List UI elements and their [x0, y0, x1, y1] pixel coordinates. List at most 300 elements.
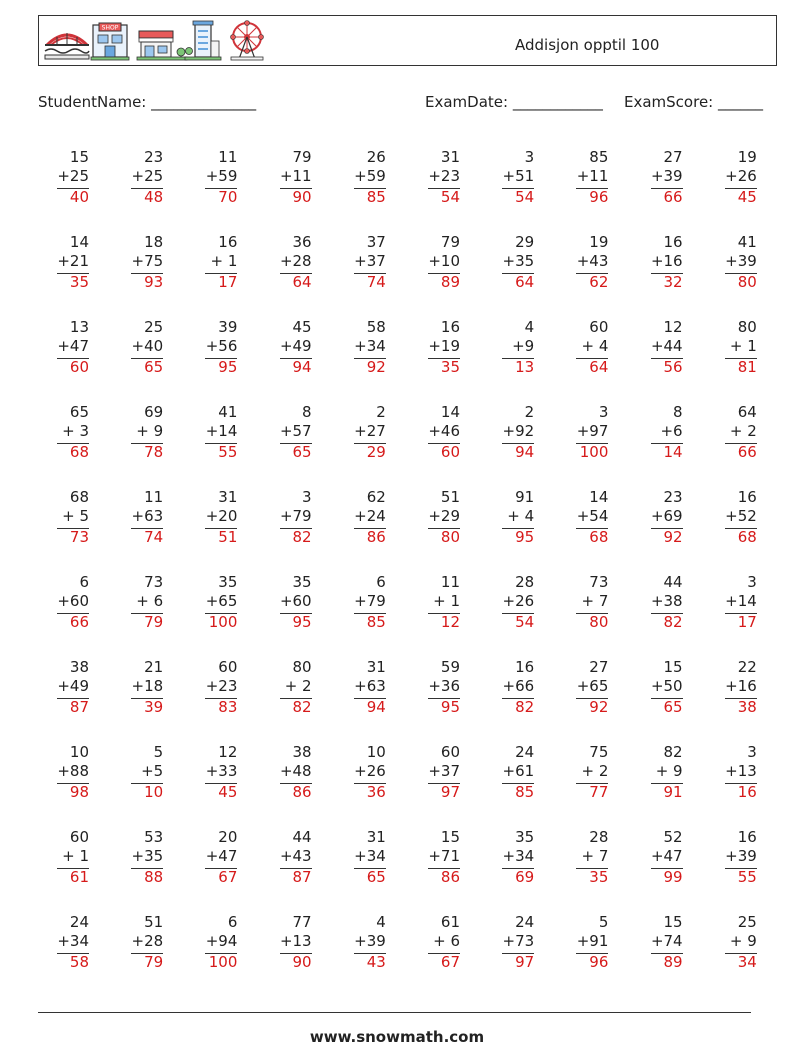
answer: 14: [663, 443, 683, 461]
answer: 96: [589, 953, 609, 971]
answer: 79: [144, 613, 164, 631]
addend-bottom: +39: [354, 932, 386, 950]
addition-problem: [256, 148, 312, 210]
addend-top: 44: [292, 828, 312, 846]
addition-problem: [256, 658, 312, 720]
addend-top: 24: [515, 913, 535, 931]
answer: 100: [579, 443, 609, 461]
addend-bottom: +79: [279, 507, 312, 525]
addend-bottom: +39: [650, 167, 683, 185]
addition-problem: [552, 573, 608, 635]
answer: 66: [663, 188, 683, 206]
addition-problem: [701, 148, 757, 210]
addend-bottom: +63: [354, 677, 386, 695]
addend-bottom: +74: [650, 932, 683, 950]
addend-top: 6: [227, 913, 238, 931]
addend-top: 6: [376, 573, 386, 591]
addend-top: 80: [737, 318, 757, 336]
answer: 38: [737, 698, 757, 716]
addend-bottom: +25: [57, 167, 89, 185]
addition-problem: [330, 658, 386, 720]
answer: 86: [366, 528, 386, 546]
addition-problem: [478, 318, 534, 380]
addend-bottom: +26: [354, 762, 386, 780]
answer: 64: [589, 358, 609, 376]
answer: 92: [366, 358, 386, 376]
addition-problem: [478, 743, 534, 805]
addend-bottom: +34: [57, 932, 89, 950]
answer: 66: [737, 443, 757, 461]
addition-problem: [627, 743, 683, 805]
answer: 86: [440, 868, 460, 886]
addend-bottom: +39: [725, 252, 757, 270]
problem-row: [38, 148, 778, 228]
addend-bottom: +43: [279, 847, 312, 865]
addend-bottom: +47: [57, 337, 89, 355]
ferris-wheel-icon: [231, 21, 264, 61]
addend-bottom: +37: [354, 252, 386, 270]
addend-top: 73: [589, 573, 609, 591]
addend-bottom: + 6: [136, 592, 164, 610]
addition-problem: [627, 403, 683, 465]
addend-top: 14: [440, 403, 460, 421]
addend-top: 65: [69, 403, 89, 421]
addition-problem: [107, 828, 163, 890]
addend-top: 3: [598, 403, 609, 421]
addition-problem: [181, 148, 237, 210]
addition-problem: [181, 233, 237, 295]
addend-top: 35: [292, 573, 312, 591]
addend-bottom: +9: [512, 337, 535, 355]
addition-problem: [627, 573, 683, 635]
addend-top: 85: [589, 148, 609, 166]
addition-problem: [701, 743, 757, 805]
answer: 77: [589, 783, 609, 801]
answer: 39: [144, 698, 164, 716]
problem-row: [38, 403, 778, 483]
answer: 99: [663, 868, 683, 886]
addition-problem: [478, 148, 534, 210]
answer: 95: [440, 698, 460, 716]
addend-bottom: +54: [576, 507, 609, 525]
addition-problem: [181, 488, 237, 550]
answer: 85: [366, 188, 386, 206]
addend-top: 69: [144, 403, 164, 421]
addend-top: 8: [302, 403, 312, 421]
answer: 43: [366, 953, 386, 971]
answer: 82: [515, 698, 535, 716]
addend-top: 38: [292, 743, 312, 761]
addend-top: 5: [153, 743, 164, 761]
addend-bottom: + 1: [210, 252, 238, 270]
answer: 86: [292, 783, 312, 801]
answer: 54: [515, 188, 535, 206]
problem-row: [38, 658, 778, 738]
addition-problem: [256, 318, 312, 380]
problem-row: [38, 913, 778, 993]
addend-top: 11: [144, 488, 164, 506]
answer: 34: [737, 953, 757, 971]
answer: 73: [69, 528, 89, 546]
addend-bottom: +37: [428, 762, 460, 780]
addend-bottom: +43: [576, 252, 609, 270]
addend-bottom: +26: [502, 592, 535, 610]
addition-problem: [256, 488, 312, 550]
answer: 13: [515, 358, 535, 376]
addend-top: 35: [218, 573, 238, 591]
answer: 96: [589, 188, 609, 206]
addend-bottom: +60: [279, 592, 312, 610]
answer: 61: [69, 868, 89, 886]
addend-top: 5: [598, 913, 609, 931]
addend-bottom: +47: [650, 847, 683, 865]
addend-top: 11: [218, 148, 238, 166]
addend-top: 45: [292, 318, 312, 336]
answer: 35: [440, 358, 460, 376]
addend-top: 23: [663, 488, 683, 506]
addition-problem: [107, 403, 163, 465]
addition-problem: [701, 233, 757, 295]
addend-bottom: +94: [205, 932, 238, 950]
answer: 89: [663, 953, 683, 971]
addend-bottom: +33: [205, 762, 238, 780]
answer: 66: [69, 613, 89, 631]
addend-bottom: +13: [725, 762, 757, 780]
shop-icon: [91, 23, 129, 60]
addend-top: 60: [218, 658, 238, 676]
answer: 48: [144, 188, 164, 206]
answer: 64: [292, 273, 312, 291]
addition-problem: [33, 148, 89, 210]
addition-problem: [181, 403, 237, 465]
addition-problem: [404, 743, 460, 805]
addition-problem: [627, 658, 683, 720]
addition-problem: [701, 913, 757, 975]
addend-bottom: +51: [502, 167, 535, 185]
addend-bottom: +65: [576, 677, 609, 695]
addition-problem: [552, 743, 608, 805]
addend-bottom: + 9: [136, 422, 164, 440]
answer: 91: [663, 783, 683, 801]
addend-bottom: + 4: [507, 507, 535, 525]
addend-top: 62: [366, 488, 386, 506]
answer: 94: [366, 698, 386, 716]
addend-bottom: + 7: [581, 847, 609, 865]
addend-top: 10: [366, 743, 386, 761]
addend-top: 16: [737, 828, 757, 846]
addend-bottom: +28: [131, 932, 164, 950]
addend-top: 51: [144, 913, 164, 931]
addend-top: 39: [218, 318, 238, 336]
addend-bottom: +19: [428, 337, 460, 355]
addend-bottom: +34: [502, 847, 535, 865]
addition-problem: [107, 573, 163, 635]
addend-top: 27: [663, 148, 683, 166]
addend-bottom: +71: [428, 847, 460, 865]
addend-bottom: + 3: [62, 422, 89, 440]
problem-row: [38, 828, 778, 908]
answer: 97: [515, 953, 535, 971]
addition-problem: [256, 233, 312, 295]
addend-top: 3: [524, 148, 535, 166]
addend-top: 22: [737, 658, 757, 676]
answer: 64: [515, 273, 535, 291]
addend-bottom: + 2: [581, 762, 609, 780]
answer: 100: [208, 613, 238, 631]
answer: 10: [144, 783, 164, 801]
addend-bottom: +59: [354, 167, 386, 185]
problem-row: [38, 233, 778, 313]
addend-top: 14: [589, 488, 609, 506]
addend-bottom: +40: [131, 337, 164, 355]
addend-bottom: + 2: [284, 677, 312, 695]
addition-problem: [33, 913, 89, 975]
answer: 56: [663, 358, 683, 376]
answer: 82: [663, 613, 683, 631]
addend-bottom: +28: [279, 252, 312, 270]
addend-top: 28: [515, 573, 535, 591]
answer: 51: [218, 528, 238, 546]
exam-score-field[interactable]: ExamScore: ______: [624, 93, 763, 111]
addition-problem: [701, 658, 757, 720]
addend-top: 31: [366, 828, 386, 846]
answer: 98: [69, 783, 89, 801]
addend-bottom: +27: [354, 422, 386, 440]
answer: 89: [440, 273, 460, 291]
addend-bottom: +88: [57, 762, 89, 780]
addition-problem: [33, 318, 89, 380]
answer: 16: [737, 783, 757, 801]
answer: 67: [440, 953, 460, 971]
addition-problem: [701, 573, 757, 635]
addition-problem: [552, 403, 608, 465]
addend-bottom: + 6: [433, 932, 460, 950]
addend-top: 15: [440, 828, 460, 846]
addend-bottom: +20: [205, 507, 238, 525]
addend-top: 16: [515, 658, 535, 676]
addition-problem: [627, 148, 683, 210]
addition-problem: [701, 488, 757, 550]
addend-bottom: +57: [279, 422, 312, 440]
answer: 78: [144, 443, 164, 461]
addition-problem: [404, 658, 460, 720]
addend-bottom: +35: [131, 847, 164, 865]
answer: 82: [292, 528, 312, 546]
addend-top: 15: [69, 148, 89, 166]
addend-top: 41: [737, 233, 757, 251]
answer: 95: [515, 528, 535, 546]
answer: 58: [69, 953, 89, 971]
addend-top: 91: [515, 488, 535, 506]
answer: 45: [218, 783, 238, 801]
addend-bottom: + 9: [729, 932, 757, 950]
answer: 12: [440, 613, 460, 631]
addend-top: 3: [747, 573, 757, 591]
addition-problem: [181, 828, 237, 890]
addend-top: 77: [292, 913, 312, 931]
addition-problem: [552, 913, 608, 975]
addend-top: 19: [589, 233, 609, 251]
answer: 88: [144, 868, 164, 886]
problem-row: [38, 318, 778, 398]
addend-top: 16: [663, 233, 683, 251]
addition-problem: [107, 913, 163, 975]
tower-building-icon: [185, 21, 221, 60]
addend-bottom: +75: [131, 252, 164, 270]
addition-problem: [330, 573, 386, 635]
addition-problem: [107, 743, 163, 805]
addend-bottom: +92: [502, 422, 535, 440]
addend-top: 16: [737, 488, 757, 506]
addition-problem: [552, 148, 608, 210]
addend-top: 21: [144, 658, 164, 676]
answer: 87: [69, 698, 89, 716]
addend-bottom: +6: [660, 422, 683, 440]
addend-bottom: +63: [131, 507, 164, 525]
addend-bottom: +10: [428, 252, 460, 270]
addend-top: 82: [663, 743, 683, 761]
addition-problem: [552, 233, 608, 295]
addend-bottom: +25: [131, 167, 164, 185]
market-stall-icon: [137, 31, 187, 60]
addend-top: 29: [515, 233, 535, 251]
addition-problem: [33, 488, 89, 550]
student-name-field[interactable]: StudentName: ______________: [38, 93, 257, 111]
addend-top: 6: [79, 573, 89, 591]
footer-divider: [38, 1012, 751, 1013]
addition-problem: [181, 743, 237, 805]
addend-top: 3: [747, 743, 757, 761]
addition-problem: [478, 658, 534, 720]
addend-top: 68: [69, 488, 89, 506]
answer: 65: [292, 443, 312, 461]
problem-row: [38, 743, 778, 823]
addend-top: 27: [589, 658, 609, 676]
addition-problem: [627, 318, 683, 380]
addition-problem: [181, 318, 237, 380]
addend-top: 59: [440, 658, 460, 676]
exam-date-field[interactable]: ExamDate: ____________: [425, 93, 603, 111]
addend-top: 60: [589, 318, 609, 336]
addend-top: 11: [440, 573, 460, 591]
addend-top: 8: [673, 403, 683, 421]
bridge-icon: [45, 33, 89, 59]
addition-problem: [107, 658, 163, 720]
answer: 65: [144, 358, 164, 376]
addend-bottom: +65: [205, 592, 238, 610]
addend-top: 60: [440, 743, 460, 761]
addend-top: 80: [292, 658, 312, 676]
addition-problem: [107, 233, 163, 295]
addend-top: 35: [515, 828, 535, 846]
addition-problem: [627, 233, 683, 295]
addend-top: 4: [376, 913, 386, 931]
addend-bottom: + 9: [655, 762, 683, 780]
addition-problem: [404, 828, 460, 890]
addend-bottom: +44: [650, 337, 683, 355]
answer: 83: [218, 698, 238, 716]
addend-bottom: +47: [205, 847, 238, 865]
addend-top: 31: [366, 658, 386, 676]
answer: 35: [69, 273, 89, 291]
addend-bottom: +35: [502, 252, 535, 270]
addition-problem: [33, 658, 89, 720]
addend-bottom: +52: [725, 507, 757, 525]
addition-problem: [404, 488, 460, 550]
addend-bottom: +23: [428, 167, 460, 185]
answer: 95: [292, 613, 312, 631]
answer: 68: [589, 528, 609, 546]
answer: 74: [366, 273, 386, 291]
addend-top: 36: [292, 233, 312, 251]
addend-bottom: +16: [725, 677, 757, 695]
addition-problem: [478, 233, 534, 295]
addend-bottom: + 2: [729, 422, 757, 440]
answer: 60: [440, 443, 460, 461]
answer: 80: [589, 613, 609, 631]
addition-problem: [107, 488, 163, 550]
addend-top: 25: [737, 913, 757, 931]
answer: 65: [366, 868, 386, 886]
answer: 94: [515, 443, 535, 461]
addend-bottom: +34: [354, 337, 386, 355]
addend-top: 2: [376, 403, 386, 421]
addition-problem: [107, 148, 163, 210]
answer: 70: [218, 188, 238, 206]
addition-problem: [404, 318, 460, 380]
addition-problem: [181, 658, 237, 720]
addend-bottom: +14: [205, 422, 238, 440]
addend-bottom: +39: [725, 847, 757, 865]
shop-sign-text: SHOP: [101, 24, 119, 32]
addition-problem: [256, 403, 312, 465]
addend-bottom: +24: [354, 507, 386, 525]
answer: 90: [292, 953, 312, 971]
answer: 79: [144, 953, 164, 971]
addition-problem: [478, 573, 534, 635]
addend-top: 24: [515, 743, 535, 761]
addend-bottom: +21: [57, 252, 89, 270]
answer: 55: [737, 868, 757, 886]
addend-bottom: +49: [279, 337, 312, 355]
addition-problem: [256, 828, 312, 890]
addition-problem: [478, 913, 534, 975]
addend-top: 13: [69, 318, 89, 336]
addend-bottom: +38: [650, 592, 683, 610]
addition-problem: [330, 318, 386, 380]
addition-problem: [256, 743, 312, 805]
addition-problem: [552, 318, 608, 380]
addition-problem: [330, 913, 386, 975]
addend-bottom: +5: [141, 762, 164, 780]
addition-problem: [552, 828, 608, 890]
addend-top: 15: [663, 913, 683, 931]
addend-bottom: +97: [576, 422, 609, 440]
addend-top: 18: [144, 233, 164, 251]
answer: 80: [737, 273, 757, 291]
addend-bottom: +29: [428, 507, 460, 525]
addend-top: 12: [218, 743, 238, 761]
addition-problem: [107, 318, 163, 380]
answer: 82: [292, 698, 312, 716]
addition-problem: [404, 148, 460, 210]
answer: 93: [144, 273, 164, 291]
addend-top: 37: [366, 233, 386, 251]
answer: 92: [589, 698, 609, 716]
addend-bottom: +14: [725, 592, 757, 610]
addition-problem: [33, 233, 89, 295]
addition-problem: [33, 573, 89, 635]
